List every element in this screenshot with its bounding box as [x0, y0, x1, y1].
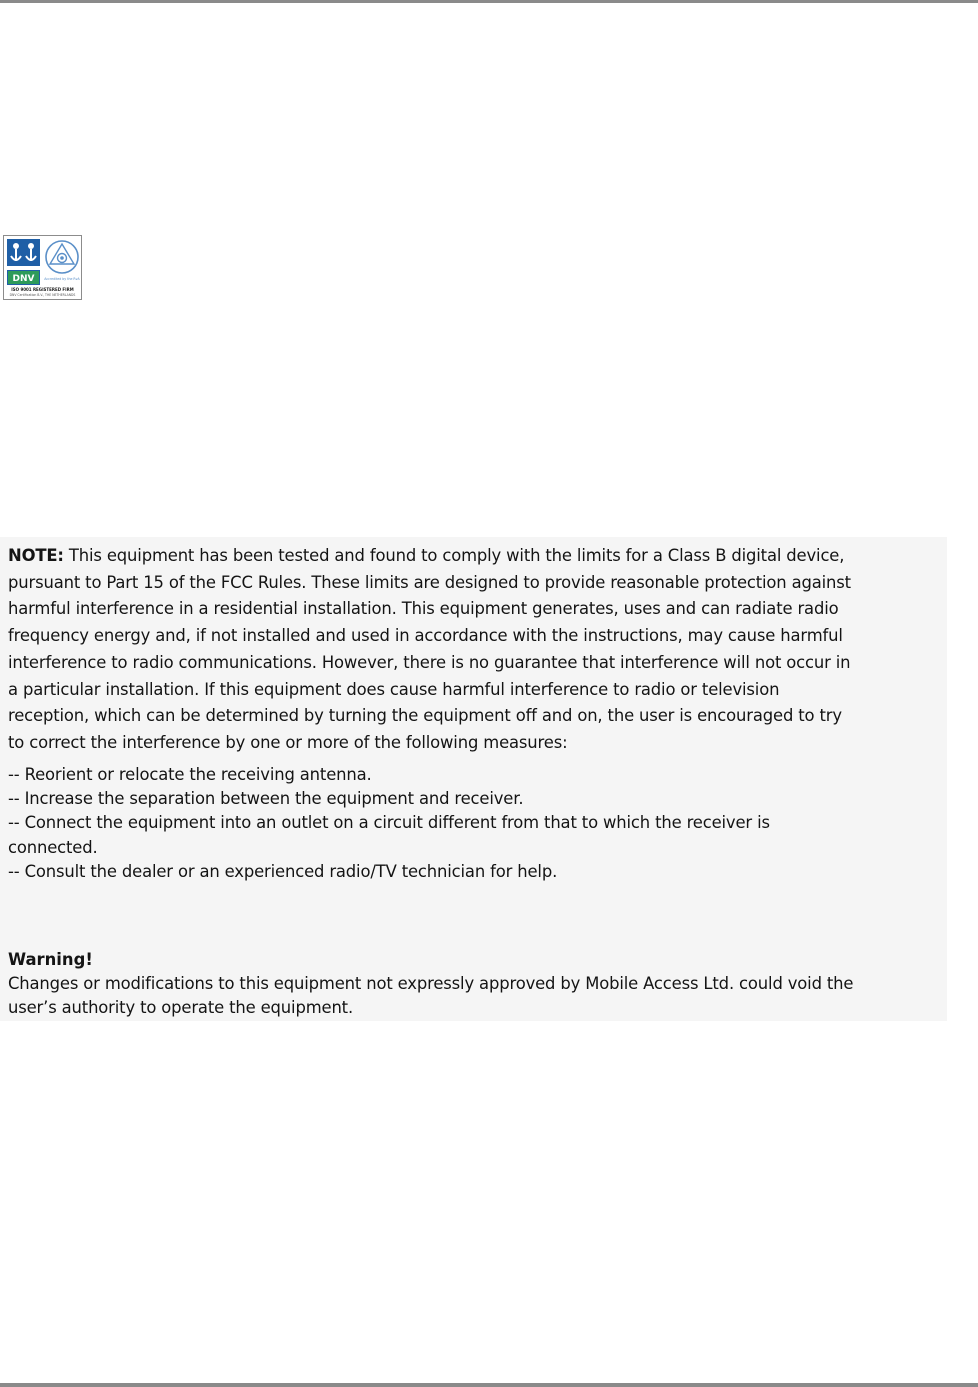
svg-text:DNV: DNV	[12, 274, 35, 284]
svg-text:ISO 9001 REGISTERED FIRM: ISO 9001 REGISTERED FIRM	[11, 287, 74, 292]
svg-text:DNV Certification B.V., THE NE: DNV Certification B.V., THE NETHERLANDS	[9, 293, 76, 297]
warning-heading: Warning!	[8, 950, 93, 969]
top-rule	[0, 0, 978, 3]
warning-line: user’s authority to operate the equipment.	[8, 998, 354, 1018]
measure-item: -- Consult the dealer or an experienced radio/TV technician for help.	[8, 861, 558, 881]
note-line: a particular installation. If this equipment does cause harmful interference to radio or television	[8, 679, 780, 699]
measure-item: -- Connect the equipment into an outlet on a circuit different from that to which the receiver is	[8, 813, 770, 833]
note-line: to correct the interference by one or more of the following measures:	[8, 732, 568, 752]
note-label: NOTE:	[8, 546, 64, 565]
note-line: interference to radio communications. However, there is no guarantee that interference will not occur in	[8, 652, 851, 672]
measure-item: connected.	[8, 837, 98, 857]
warning-line: Changes or modifications to this equipment not expressly approved by Mobile Access Ltd. could void the	[8, 974, 854, 993]
bottom-rule	[0, 1383, 978, 1387]
note-line: harmful interference in a residential installation. This equipment generates, uses and can radiate radio	[8, 599, 839, 619]
measures-list	[8, 763, 770, 884]
fcc-note-paragraph	[8, 543, 943, 757]
svg-text:Accredited by the RvA: Accredited by the RvA	[44, 277, 80, 281]
note-line-text: This equipment has been tested and found to comply with the limits for a Class B digital device,	[63, 546, 845, 565]
dnv-rva-seal-icon	[4, 236, 81, 299]
note-line: frequency energy and, if not installed and used in accordance with the instructions, may cause harmful	[8, 626, 843, 646]
measure-item: -- Reorient or relocate the receiving antenna.	[8, 765, 372, 784]
note-line: reception, which can be determined by turning the equipment off and on, the user is encouraged to try	[8, 706, 842, 726]
note-line: pursuant to Part 15 of the FCC Rules. These limits are designed to provide reasonable protection against	[8, 572, 851, 592]
iso-certification-logo	[3, 235, 82, 300]
measure-item: -- Increase the separation between the equipment and receiver.	[8, 789, 524, 809]
note-line	[8, 543, 943, 570]
warning-paragraph	[8, 972, 853, 1020]
